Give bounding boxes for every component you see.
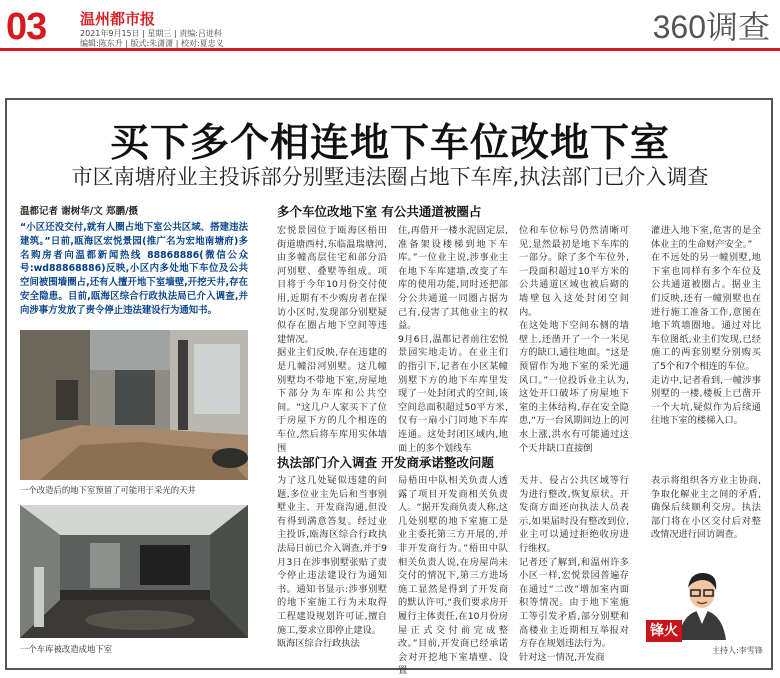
- section1-column-3: 位和车位标号仍然清晰可见,显然最初是地下车库的一部分。除了多个车位外,一段面积超过10平方米的公共通道区域也被后砌的墙壁包入这处封闭空间内。 在这处地下空间东侧的墙壁上,还凿开了一个一米见方的缺口,通往地面。“这是预留作为地下室的采光通风口。”一位投诉业主认为,这处开口破坏了房屋地下室的主体结构,存在安全隐患,“万一台风期间边上的河水上涨,洪水有可能通过这个天井缺口直接倒: [519, 225, 629, 454]
- photo2-caption: 一个车库被改造成地下室: [20, 644, 113, 654]
- editor-meta: 编辑:陈东升 | 版式:朱潇潇 | 校对:夏忠义: [80, 39, 224, 48]
- issue-meta: 2021年9月15日 | 星期三 | 责编:吕进科: [80, 29, 222, 38]
- section1-column-4: 灌进入地下室,危害的是全体业主的生命财产安全。” 在不远处的另一幢别墅,地下室也同样有多个车位及公共通道被圈占。据业主们反映,还有一幢别墅也在进行施工准备工作,意图在地下筑墙圈地。通过对比车位图纸,业主们发现,已经施工的两套别墅分别购买了5个和7个相连的车位。 走访中,记者看到,一幢涉事别墅的一楼,楼板上已凿开一个大坑,疑似作为后续通往地下室的楼梯入口。: [651, 225, 761, 427]
- section-name: 360调查: [652, 9, 770, 45]
- section1-heading: 多个车位改地下室 有公共通道被圈占: [277, 204, 482, 219]
- section2-column-3: 天井、侵占公共区域等行为进行整改,恢复原状。开发商方面还向执法人员表示,如果届时没有整改到位,业主可以通过拒绝收房进行维权。 记者还了解到,和温州许多小区一样,宏悦景园普遍存在通过“二改”增加室内面积等情况。由于地下室施工等引发矛盾,部分别墅和高楼业主近期相互举报对方存在规划违法行为。 针对这一情况,开发商: [519, 475, 629, 663]
- section2-column-1: 为了这几处疑似违建的问题,多位业主先后和当事别墅业主、开发商沟通,但没有得到满意答复。经过业主投诉,瓯海区综合行政执法局日前已介入调查,并于9月3日在涉事别墅张贴了责令停止违法建设行为通知书。通知书显示:涉事别墅的地下室施工行为未取得工程建设规划许可证,擅自施工,要求立即停止建设。 瓯海区综合行政执法: [277, 475, 387, 650]
- headline: 买下多个相连地下车位改地下室: [109, 121, 670, 166]
- page-header: [0, 0, 780, 50]
- newspaper-name: 温州都市报: [80, 10, 156, 28]
- section2-heading: 执法部门介入调查 开发商承诺整改问题: [277, 455, 494, 470]
- byline: 温都记者 谢树华/文 郑鹏/摄: [20, 206, 139, 217]
- lead-paragraph: “小区还没交付,就有人圈占地下室公共区域、搭建违法建筑。”日前,瓯海区宏悦景园(推广名为宏地南塘府)多名购房者向温都新闻热线 88868886(微信公众号:wd88868886)反映,小区内多处地下车位及公共空间被围墙圈占,还有人擅开地下室墙壁,开挖天井,存在安全隐患。目前,瓯海区综合行政执法局已介入调查,并向涉事方发放了责令停止违法建设行为通知书。: [20, 222, 248, 316]
- section2-column-4: 表示将组织各方业主协商,争取化解业主之间的矛盾,确保后续顺利交房。执法部门将在小区交付后对整改情况进行回访调查。: [651, 475, 761, 541]
- photo-basement-skylight: [20, 330, 248, 480]
- photo1-caption: 一个改造后的地下室预留了可能用于采光的天井: [20, 485, 196, 495]
- sub-headline: 市区南塘府业主投诉部分别墅违法圈占地下车库,执法部门已介入调查: [71, 165, 709, 189]
- section2-column-2: 局梧田中队相关负责人透露了项目开发商相关负责人。“据开发商负责人称,这几处别墅的地下室施工是业主委托第三方开展的,并非开发商行为。”梧田中队相关负责人说,在房屋尚未交付的情况下,第三方进场施工显然是得到了开发商的默认许可,“我们要求房开履行主体责任,在10月份房屋正式交付前完成整改。”目前,开发商已经承诺会对开挖地下室墙壁、设置: [398, 475, 508, 677]
- header-rule: [0, 48, 780, 51]
- page-number: 03: [6, 6, 47, 48]
- photo-garage-basement: [20, 505, 248, 638]
- column-badge: 锋火台: [646, 620, 682, 642]
- section1-column-2: 住,再借开一楼水泥固定层,准备架设楼梯到地下车库。”一位业主说,涉事业主在地下车库建墙,改变了车库的使用功能,同时还把部分公共通道一同圈占据为己有,侵害了其他业主的权益。 9月6日,温都记者前往宏悦景园实地走访。在业主们的指引下,记者在小区某幢别墅下方的地下车库里发现了一处封闭式的空间,该空间总面积超过50平方米,仅有一扇小门同地下车库连通。这处封闭区域内,地面上的多个划线车: [398, 225, 508, 454]
- column-host: 主持人:李雪锋: [712, 646, 763, 655]
- section1-column-1: 宏悦景园位于瓯海区梧田街道塘西村,东临温瑞塘河,由多幢高层住宅和部分沿河别墅、叠墅等组成。项目将于今年10月份交付使用,近期有不少购房者在探访小区时,发现部分别墅疑似存在圈占地下空间等违建情况。 据业主们反映,存在违建的是几幢沿河别墅。这几幢别墅均不带地下室,房屋地下部分为车库和公共空间。“这几户人家买下了位于房屋下方的几个相连的车位,然后将车库用实体墙围: [277, 225, 387, 454]
